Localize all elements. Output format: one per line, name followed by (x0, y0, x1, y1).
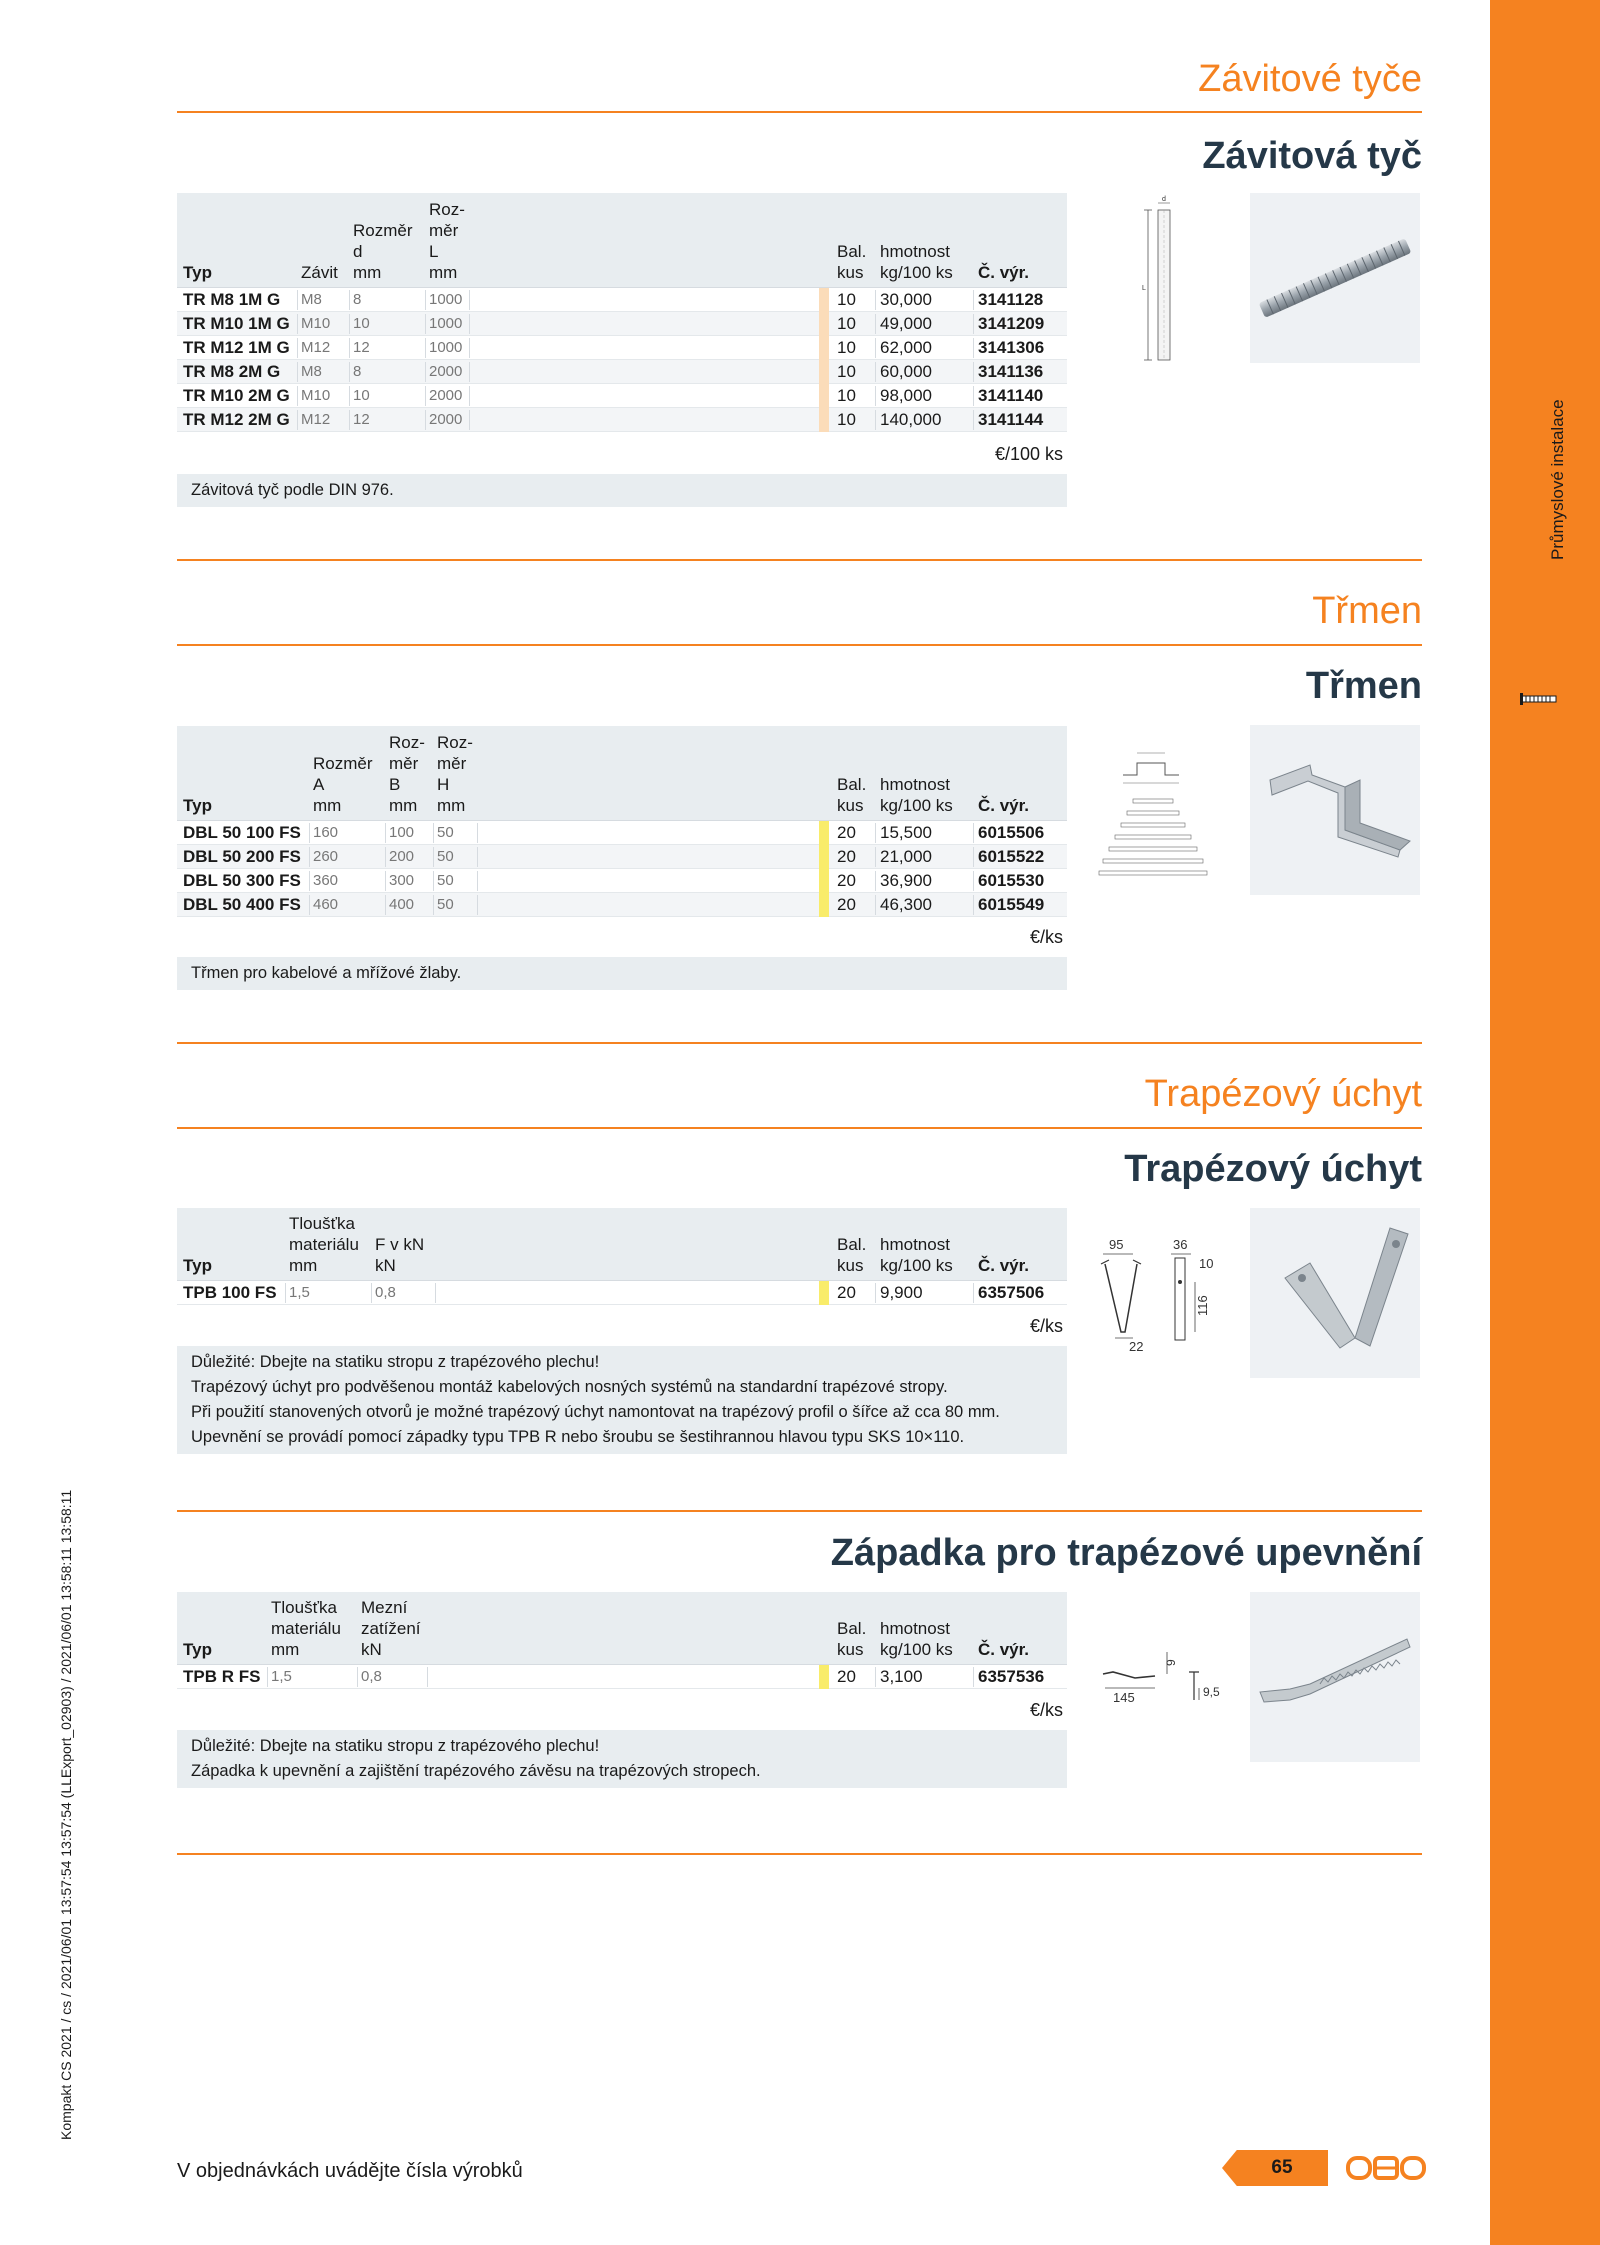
cell-l: 2000 (429, 411, 463, 428)
availability-mark (819, 1665, 829, 1689)
cell-typ: TR M8 1M G (183, 290, 281, 309)
col-rozmer-a: Rozměr A mm (313, 754, 373, 815)
col-f: F v kN kN (375, 1235, 425, 1275)
cell-l: 1000 (429, 291, 463, 308)
price-unit: €/ks (1029, 1700, 1063, 1720)
col-typ: Typ (183, 1256, 212, 1275)
table-body (177, 287, 1067, 432)
col-cislo: Č. výr. (978, 796, 1030, 815)
category-title: Závitové tyče (1198, 58, 1422, 100)
cell-h: 50 (437, 872, 454, 889)
table-row[interactable] (177, 360, 1067, 384)
cell-hmotnost: 36,900 (880, 871, 932, 890)
availability-mark (819, 1281, 829, 1305)
col-bal: Bal. kus (837, 775, 867, 815)
note-line: Důležité: Dbejte na statiku stropu z trapézového plechu! (191, 1353, 600, 1371)
cell-bal: 10 (837, 410, 856, 429)
cell-cislo: 6015522 (978, 847, 1045, 866)
category-title: Třmen (1312, 590, 1422, 632)
col-tloustka: Tloušťka materiálu mm (271, 1598, 341, 1659)
cell-bal: 10 (837, 314, 856, 333)
table-header (177, 1592, 1067, 1664)
cell-cislo: 6015530 (978, 871, 1045, 890)
col-hmotnost: hmotnost kg/100 ks (880, 1619, 953, 1659)
availability-mark (819, 384, 829, 408)
cell-cislo: 6015549 (978, 895, 1045, 914)
product-title: Závitová tyč (1202, 135, 1422, 177)
col-bal: Bal. kus (837, 242, 867, 282)
category-title: Trapézový úchyt (1144, 1073, 1422, 1115)
cell-cislo: 3141140 (978, 386, 1044, 405)
section-divider (177, 1042, 1422, 1044)
obo-logo (1346, 2152, 1426, 2184)
table-body (177, 820, 1067, 917)
table-row[interactable] (177, 288, 1067, 312)
threaded-rod-icon (1520, 690, 1560, 708)
dim-d: 10 (1199, 1256, 1214, 1271)
cell-tloustka: 1,5 (271, 1668, 292, 1685)
page-number: 65 (1271, 2157, 1293, 2178)
cell-typ: TR M12 2M G (183, 410, 290, 429)
cell-l: 2000 (429, 387, 463, 404)
cell-cislo: 6357506 (978, 1283, 1045, 1302)
cell-mezni-zatizeni: 0,8 (361, 1668, 382, 1685)
cell-bal: 20 (837, 871, 856, 890)
col-mezni-zatizeni: Mezní zatížení kN (361, 1598, 421, 1659)
product-image-latch (1250, 1592, 1420, 1762)
cell-hmotnost: 3,100 (880, 1667, 923, 1686)
cell-a: 260 (313, 848, 339, 865)
note-line: Upevnění se provádí pomocí západky typu TPB R nebo šroubu se šestihrannou hlavou typu SKS 10×110. (191, 1428, 965, 1446)
cell-l: 1000 (429, 315, 463, 332)
dim-c: 9,5 (1203, 1685, 1220, 1699)
table-body (177, 1280, 1067, 1305)
col-typ: Typ (183, 263, 212, 282)
col-bal: Bal. kus (837, 1235, 867, 1275)
product-table (177, 1208, 1067, 1305)
cell-typ: TPB R FS (183, 1667, 261, 1686)
product-note (177, 1730, 1067, 1788)
cell-d: 8 (353, 363, 362, 380)
product-title: Třmen (1305, 665, 1422, 707)
cell-typ: DBL 50 400 FS (183, 895, 301, 914)
cell-hmotnost: 15,500 (880, 823, 932, 842)
col-cislo: Č. výr. (978, 1256, 1030, 1275)
dim-a: 145 (1113, 1690, 1135, 1705)
product-table (177, 193, 1067, 432)
product-table (177, 1592, 1067, 1689)
dim-a: 95 (1109, 1237, 1124, 1252)
cell-l: 2000 (429, 363, 463, 380)
availability-mark (819, 893, 829, 917)
table-header (177, 726, 1067, 820)
cell-h: 50 (437, 824, 454, 841)
note-line: Západka k upevnění a zajištění trapézového závěsu na trapézových stropech. (191, 1762, 761, 1780)
table-row[interactable] (177, 1281, 1067, 1305)
availability-mark (819, 845, 829, 869)
cell-d: 12 (353, 411, 370, 428)
table-row[interactable] (177, 893, 1067, 917)
cell-typ: TR M10 2M G (183, 386, 290, 405)
price-unit: €/100 ks (994, 444, 1063, 464)
product-note (177, 1346, 1067, 1454)
cell-bal: 10 (837, 386, 856, 405)
cell-cislo: 3141209 (978, 314, 1045, 333)
cell-zavit: M10 (301, 315, 331, 332)
table-row[interactable] (177, 821, 1067, 845)
table-body (177, 1664, 1067, 1689)
table-row[interactable] (177, 869, 1067, 893)
product-note (177, 474, 1067, 507)
table-row[interactable] (177, 408, 1067, 432)
col-tloustka: Tloušťka materiálu mm (289, 1214, 359, 1275)
cell-cislo: 3141306 (978, 338, 1045, 357)
dim-b: 9 (1164, 1659, 1178, 1666)
product-title: Západka pro trapézové upevnění (830, 1532, 1422, 1574)
cell-d: 10 (353, 315, 370, 332)
cell-h: 50 (437, 896, 454, 913)
cell-zavit: M12 (301, 339, 331, 356)
cell-hmotnost: 62,000 (880, 338, 932, 357)
cell-typ: TR M12 1M G (183, 338, 290, 357)
cell-hmotnost: 9,900 (880, 1283, 923, 1302)
section-divider (177, 559, 1422, 561)
availability-mark (819, 821, 829, 845)
cell-hmotnost: 140,000 (880, 410, 942, 429)
cell-bal: 20 (837, 1667, 856, 1686)
note-line: Třmen pro kabelové a mřížové žlaby. (191, 964, 462, 982)
section-divider (177, 1853, 1422, 1855)
latch-drawing (1095, 1640, 1225, 1720)
cell-cislo: 3141136 (978, 362, 1044, 381)
table-row[interactable] (177, 845, 1067, 869)
availability-mark (819, 869, 829, 893)
cell-typ: DBL 50 300 FS (183, 871, 301, 890)
cell-cislo: 6015506 (978, 823, 1045, 842)
cell-hmotnost: 49,000 (880, 314, 932, 333)
cell-bal: 20 (837, 895, 856, 914)
col-hmotnost: hmotnost kg/100 ks (880, 1235, 953, 1275)
product-table (177, 726, 1067, 917)
cell-zavit: M10 (301, 387, 331, 404)
product-note (177, 957, 1067, 990)
col-rozmer-h: Roz- měr H mm (437, 733, 473, 815)
threaded-rod-drawing (1140, 195, 1180, 365)
cell-zavit: M12 (301, 411, 331, 428)
cell-d: 12 (353, 339, 370, 356)
cell-b: 400 (389, 896, 415, 913)
cell-b: 200 (389, 848, 415, 865)
side-category-label: Průmyslové instalace (1548, 399, 1567, 560)
price-unit: €/ks (1029, 927, 1063, 947)
cell-bal: 10 (837, 290, 856, 309)
availability-mark (819, 360, 829, 384)
availability-mark (819, 336, 829, 360)
table-row[interactable] (177, 312, 1067, 336)
cell-typ: TR M8 2M G (183, 362, 281, 381)
col-typ: Typ (183, 796, 212, 815)
col-rozmer-b: Roz- měr B mm (389, 733, 425, 815)
cell-h: 50 (437, 848, 454, 865)
col-hmotnost: hmotnost kg/100 ks (880, 775, 953, 815)
note-line: Trapézový úchyt pro podvěšenou montáž kabelových nosných systémů na standardní trapézové stropy. (191, 1378, 948, 1396)
availability-mark (819, 312, 829, 336)
print-metadata: Kompakt CS 2021 / cs / 2021/06/01 13:57:54 13:57:54 (LLExport_02903) / 2021/06/01 13:58:11 13:58:11 (58, 1489, 74, 2140)
cell-typ: DBL 50 200 FS (183, 847, 301, 866)
cell-hmotnost: 30,000 (880, 290, 932, 309)
svg-text:L: L (1142, 285, 1146, 292)
cell-bal: 10 (837, 362, 856, 381)
cell-bal: 20 (837, 823, 856, 842)
cell-hmotnost: 60,000 (880, 362, 932, 381)
section-divider (177, 111, 1422, 113)
cell-typ: TR M10 1M G (183, 314, 290, 333)
cell-bal: 10 (837, 338, 856, 357)
bracket-drawing (1095, 745, 1215, 880)
cell-bal: 20 (837, 1283, 856, 1302)
cell-b: 100 (389, 824, 415, 841)
note-line: Důležité: Dbejte na statiku stropu z trapézového plechu! (191, 1737, 600, 1755)
cell-a: 360 (313, 872, 339, 889)
dim-b: 22 (1129, 1339, 1144, 1352)
cell-b: 300 (389, 872, 415, 889)
cell-cislo: 3141144 (978, 410, 1044, 429)
product-title: Trapézový úchyt (1124, 1148, 1422, 1190)
col-rozmer-d: Rozměr d mm (353, 221, 413, 282)
table-row[interactable] (177, 384, 1067, 408)
section-divider (177, 1127, 1422, 1129)
section-divider (177, 1510, 1422, 1512)
cell-hmotnost: 21,000 (880, 847, 932, 866)
dim-c: 36 (1173, 1237, 1188, 1252)
cell-f: 0,8 (375, 1284, 396, 1301)
cell-a: 160 (313, 824, 339, 841)
cell-typ: DBL 50 100 FS (183, 823, 301, 842)
table-header (177, 193, 1067, 287)
product-image-bracket (1250, 725, 1420, 895)
table-row[interactable] (177, 1665, 1067, 1689)
table-row[interactable] (177, 336, 1067, 360)
cell-hmotnost: 98,000 (880, 386, 932, 405)
cell-bal: 20 (837, 847, 856, 866)
col-rozmer-l: Roz- měr L mm (429, 200, 465, 282)
dim-e: 116 (1195, 1295, 1210, 1316)
cell-zavit: M8 (301, 363, 322, 380)
cell-hmotnost: 46,300 (880, 895, 932, 914)
note-line: Při použití stanovených otvorů je možné trapézový úchyt namontovat na trapézový profil o šířce až cca 80 mm. (191, 1403, 1000, 1421)
price-unit: €/ks (1029, 1316, 1063, 1336)
table-header (177, 1208, 1067, 1280)
cell-tloustka: 1,5 (289, 1284, 310, 1301)
availability-mark (819, 288, 829, 312)
section-divider (177, 644, 1422, 646)
note-line: Závitová tyč podle DIN 976. (191, 481, 394, 499)
col-zavit: Závit (301, 263, 338, 282)
cell-d: 8 (353, 291, 362, 308)
cell-l: 1000 (429, 339, 463, 356)
cell-a: 460 (313, 896, 339, 913)
col-bal: Bal. kus (837, 1619, 867, 1659)
col-cislo: Č. výr. (978, 263, 1030, 282)
product-image-trapezoid-clip (1250, 1208, 1420, 1378)
cell-cislo: 6357536 (978, 1667, 1045, 1686)
cell-d: 10 (353, 387, 370, 404)
col-cislo: Č. výr. (978, 1640, 1030, 1659)
cell-cislo: 3141128 (978, 290, 1044, 309)
col-typ: Typ (183, 1640, 212, 1659)
product-image-threaded-rod (1250, 193, 1420, 363)
cell-typ: TPB 100 FS (183, 1283, 277, 1302)
trapezoid-clip-drawing (1095, 1232, 1230, 1352)
col-hmotnost: hmotnost kg/100 ks (880, 242, 953, 282)
availability-mark (819, 408, 829, 432)
cell-zavit: M8 (301, 291, 322, 308)
side-bar (1490, 0, 1600, 2245)
svg-text:d: d (1162, 196, 1166, 203)
footer-note: V objednávkách uvádějte čísla výrobků (177, 2160, 523, 2182)
